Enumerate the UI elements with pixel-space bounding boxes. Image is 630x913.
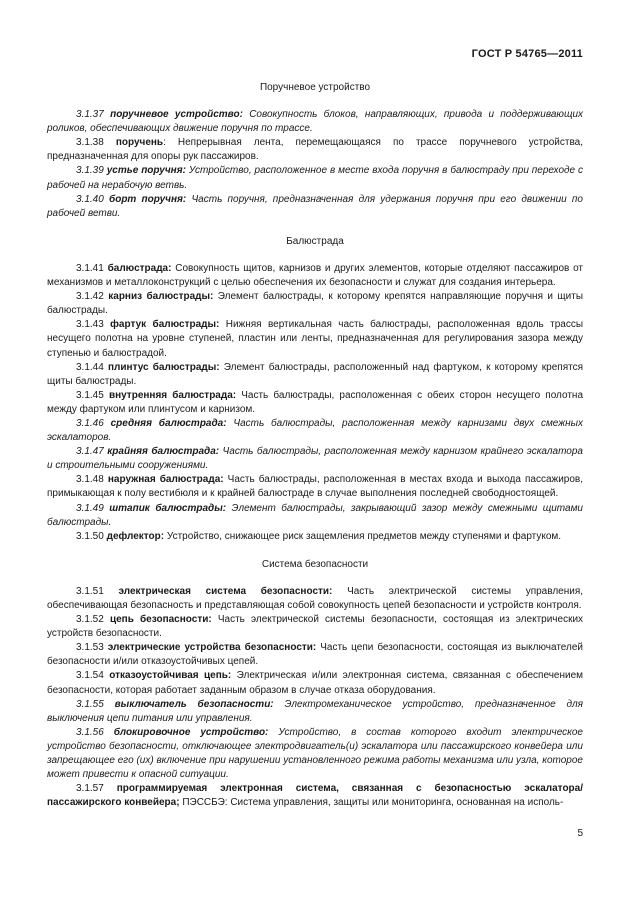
item-definition: Часть балюстрады, расположенная с обеих сторон несущего полотна между фартуком или плинтусом и карнизом.	[47, 389, 584, 415]
item-number: 3.1.46	[76, 417, 104, 429]
item-definition: : Непрерывная лента, перемещающаяся по трассе поручневого устройства, предназначенная для опоры рук пассажиров.	[47, 137, 583, 163]
definition-item	[47, 417, 583, 445]
item-number: 3.1.55	[76, 698, 104, 710]
item-definition: Часть балюстрады, расположенная в местах входа и выхода пассажиров, примыкающая к полу вестибюля и к крайней балюстраде в случае выполнения последней свободностоящей.	[47, 474, 584, 500]
definition-item	[47, 164, 583, 192]
item-definition: Часть электрической системы управления, обеспечивающая безопасность и представляющая собой совокупность цепей безопасности и устройств контроля.	[47, 585, 584, 611]
item-term: крайняя балюстрада:	[107, 446, 220, 458]
item-number: 3.1.39	[76, 165, 104, 177]
definition-item	[47, 641, 583, 669]
item-number: 3.1.56	[76, 726, 104, 738]
item-definition: ПЭССБЭ: Система управления, защиты или мониторинга, основанная на исполь-	[182, 797, 564, 809]
item-term: дефлектор:	[106, 530, 165, 542]
item-term: отказоустойчивая цепь:	[109, 670, 232, 682]
item-definition: Часть балюстрады, расположенная между карнизами двух смежных эскалаторов.	[47, 417, 583, 444]
item-term: штапик балюстрады:	[109, 502, 227, 514]
definition-item	[47, 389, 583, 417]
item-term: устье поручня:	[106, 165, 186, 177]
section-title: Поручневое устройство	[259, 82, 371, 93]
item-number: 3.1.57	[76, 783, 104, 795]
item-definition: Нижняя вертикальная часть балюстрады, расположенная вдоль трассы несущего полотна на уровне ступеней, пластин или ленты, предназначенная для регулирования зазора между ступенью и балюстрадой.	[47, 319, 584, 359]
item-number: 3.1.50	[76, 530, 104, 542]
item-term: наружная балюстрада:	[107, 474, 224, 486]
item-term: блокировочное устройство:	[113, 726, 269, 738]
definition-item	[47, 193, 583, 221]
definition-item	[47, 726, 583, 782]
item-number: 3.1.41	[76, 262, 104, 274]
item-term: выключатель безопасности:	[114, 698, 274, 710]
item-term: плинтус балюстрады:	[107, 361, 220, 373]
item-definition: Часть балюстрады, расположенная между карнизом крайнего эскалатора и строительными сооружениями.	[47, 446, 583, 472]
item-number: 3.1.48	[76, 474, 104, 486]
definition-item	[47, 782, 583, 810]
item-term: борт поручня:	[109, 193, 187, 205]
definition-item	[47, 502, 583, 530]
item-term: поручневое устройство:	[110, 109, 243, 121]
item-definition: Устройство, расположенное в месте входа поручня в балюстраду при переходе с рабочей на нерабочую ветвь.	[47, 165, 584, 191]
item-number: 3.1.44	[76, 361, 104, 373]
section-title: Система безопасности	[261, 558, 369, 570]
item-number: 3.1.42	[76, 291, 104, 303]
definition-item	[47, 613, 583, 641]
definition-item	[47, 698, 583, 726]
definition-item	[47, 669, 583, 697]
item-definition: Устройство, снижающее риск защемления предметов между ступенями и фартуком.	[166, 530, 562, 542]
item-definition: Часть электрической системы безопасности, состоящая из электрических устройств безопасности.	[47, 614, 584, 640]
item-number: 3.1.37	[76, 109, 104, 121]
item-term: средняя балюстрада:	[110, 417, 227, 429]
item-definition: Электрическая и/или электронная система, связанная с обеспечением безопасности, которая работает заданным образом в случае отказа оборудования.	[47, 670, 584, 696]
item-number: 3.1.52	[76, 614, 104, 626]
item-term: фартук балюстрады:	[110, 319, 220, 331]
item-number: 3.1.54	[76, 670, 104, 682]
definition-item	[47, 108, 583, 136]
definition-item	[47, 530, 583, 544]
item-term: поручень	[115, 137, 164, 149]
item-term: электрические устройства безопасности:	[107, 642, 317, 654]
item-number: 3.1.53	[76, 642, 104, 654]
page-content	[47, 81, 583, 810]
definition-item	[47, 445, 583, 473]
item-number: 3.1.51	[76, 585, 104, 597]
definition-item	[47, 290, 583, 318]
item-definition: Электромеханическое устройство, предназначенное для выключения цепи питания или управления.	[47, 698, 583, 724]
page-number: 5	[577, 828, 583, 839]
definition-item	[47, 262, 583, 290]
item-definition: Элемент балюстрады, расположенный над фартуком, к которому крепятся щиты балюстрады.	[47, 361, 583, 387]
item-definition: Устройство, в состав которого входит электрическое устройство безопасности, отключающее электродвигатель(и) эскалатора или пассажирского конвейера или запрещающее его (их) включение при нарушении установленного режима работы механизма или узла, которое может привести к опасной ситуации.	[47, 726, 583, 781]
item-number: 3.1.49	[76, 502, 104, 514]
item-definition: Элемент балюстрады, закрывающий зазор между смежными щитами балюстрады.	[47, 502, 583, 528]
definition-item	[47, 361, 583, 389]
section-title: Балюстрада	[286, 235, 344, 247]
item-term: внутренняя балюстрада:	[108, 389, 237, 401]
item-term: электрическая система безопасности:	[118, 585, 333, 597]
item-number: 3.1.45	[76, 389, 104, 401]
item-number: 3.1.40	[76, 193, 104, 205]
item-definition: Часть поручня, предназначенная для удержания поручня при его движении по рабочей ветви.	[47, 193, 583, 219]
item-number: 3.1.47	[76, 446, 104, 458]
definition-item	[47, 473, 583, 501]
definition-item	[47, 136, 583, 164]
item-definition: Совокупность щитов, карнизов и других элементов, которые отделяют пассажиров от механизмов и металлоконструкций с целью обеспечения их безопасности и служат для создания интерьера.	[47, 262, 584, 289]
item-term: программируемая электронная система, связанная с безопасностью эскалатора/пассажирского конвейера;	[47, 783, 583, 809]
item-term: карниз балюстрады:	[108, 291, 214, 303]
item-definition: Совокупность блоков, направляющих, привода и поддерживающих роликов, обеспечивающих движение поручня по трассе.	[47, 109, 584, 135]
item-term: балюстрада:	[107, 262, 172, 274]
item-definition: Элемент балюстрады, к которому крепятся направляющие поручня и щиты балюстрады.	[47, 291, 584, 317]
item-definition: Часть цепи безопасности, состоящая из выключателей безопасности и/или отказоустойчивых цепей.	[47, 642, 583, 668]
standard-designation: ГОСТ Р 54765—2011	[471, 48, 583, 60]
definition-item	[47, 585, 583, 613]
item-number: 3.1.43	[76, 319, 104, 331]
definition-item	[47, 318, 583, 360]
item-term: цепь безопасности:	[109, 614, 212, 626]
item-number: 3.1.38	[76, 137, 104, 149]
